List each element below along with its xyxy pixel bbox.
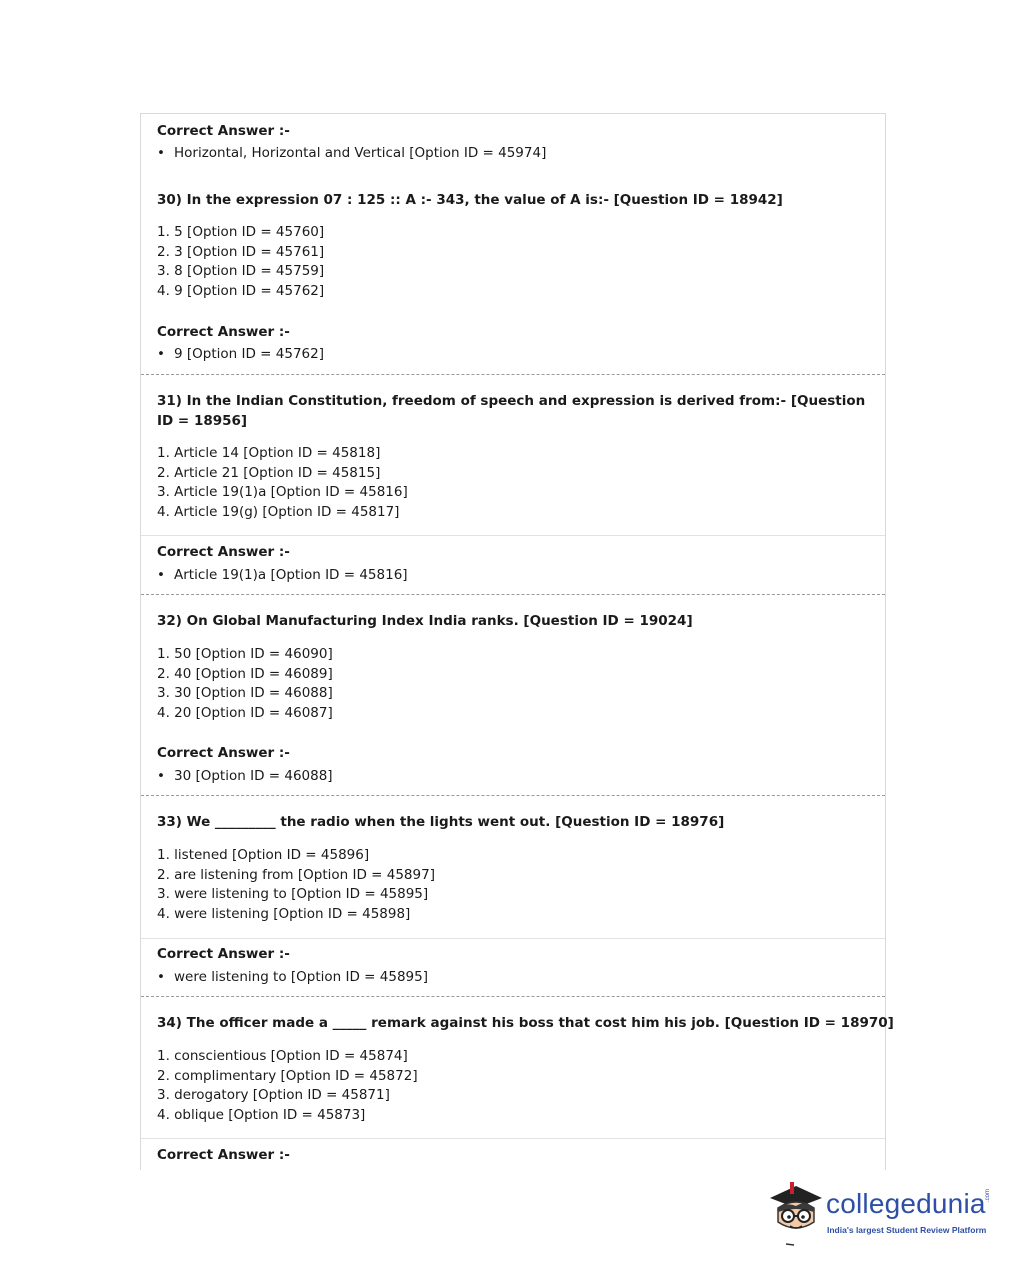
question-text: 32) On Global Manufacturing Index India ranks. [Question ID = 19024] xyxy=(157,613,693,629)
brand-tagline: India's largest Student Review Platform xyxy=(827,1225,987,1235)
brand-suffix: .com xyxy=(985,1188,991,1202)
mascot-icon xyxy=(766,1178,826,1250)
answer-divider xyxy=(141,1138,885,1139)
question-separator xyxy=(141,594,885,595)
answer-label: Correct Answer :- xyxy=(157,946,290,962)
option: 3. derogatory [Option ID = 45871] xyxy=(157,1087,390,1103)
option: 3. Article 19(1)a [Option ID = 45816] xyxy=(157,484,408,500)
option: 4. 9 [Option ID = 45762] xyxy=(157,283,325,299)
question-text: 31) In the Indian Constitution, freedom of speech and expression is derived from:- [Question ID = 18956] xyxy=(157,393,866,429)
collegedunia-logo xyxy=(766,1178,996,1250)
question-separator xyxy=(141,795,885,796)
option: 3. were listening to [Option ID = 45895] xyxy=(157,886,429,902)
option: 4. 20 [Option ID = 46087] xyxy=(157,705,333,721)
answer-label: Correct Answer :- xyxy=(157,544,290,560)
brand-name: collegedunia xyxy=(826,1188,986,1219)
question-text: 34) The officer made a _____ remark against his boss that cost him his job. [Question ID = 18970] xyxy=(157,1015,894,1031)
option: 1. Article 14 [Option ID = 45818] xyxy=(157,445,381,461)
option: 4. oblique [Option ID = 45873] xyxy=(157,1107,366,1123)
option: 3. 8 [Option ID = 45759] xyxy=(157,263,325,279)
option: 4. were listening [Option ID = 45898] xyxy=(157,906,411,922)
answer-label: Correct Answer :- xyxy=(157,123,290,139)
correct-answer: • Article 19(1)a [Option ID = 45816] xyxy=(157,567,408,583)
option: 2. 40 [Option ID = 46089] xyxy=(157,666,333,682)
answer-label: Correct Answer :- xyxy=(157,1147,290,1163)
option: 1. 50 [Option ID = 46090] xyxy=(157,646,333,662)
answer-label: Correct Answer :- xyxy=(157,324,290,340)
option: 1. 5 [Option ID = 45760] xyxy=(157,224,325,240)
question-separator xyxy=(141,374,885,375)
correct-answer: • were listening to [Option ID = 45895] xyxy=(157,969,428,985)
answer-divider xyxy=(141,535,885,536)
question-separator xyxy=(141,996,885,997)
answer-label: Correct Answer :- xyxy=(157,745,290,761)
option: 2. complimentary [Option ID = 45872] xyxy=(157,1068,418,1084)
option: 2. are listening from [Option ID = 45897] xyxy=(157,867,435,883)
option: 2. 3 [Option ID = 45761] xyxy=(157,244,325,260)
question-text: 30) In the expression 07 : 125 :: A :- 343, the value of A is:- [Question ID = 18942] xyxy=(157,192,783,208)
option: 3. 30 [Option ID = 46088] xyxy=(157,685,333,701)
correct-answer: • 9 [Option ID = 45762] xyxy=(157,346,324,362)
option: 4. Article 19(g) [Option ID = 45817] xyxy=(157,504,400,520)
answer-divider xyxy=(141,938,885,939)
question-text: 33) We _________ the radio when the lights went out. [Question ID = 18976] xyxy=(157,814,725,830)
correct-answer: • Horizontal, Horizontal and Vertical [Option ID = 45974] xyxy=(157,145,547,161)
option: 1. conscientious [Option ID = 45874] xyxy=(157,1048,408,1064)
option: 2. Article 21 [Option ID = 45815] xyxy=(157,465,381,481)
option: 1. listened [Option ID = 45896] xyxy=(157,847,370,863)
correct-answer: • 30 [Option ID = 46088] xyxy=(157,768,333,784)
